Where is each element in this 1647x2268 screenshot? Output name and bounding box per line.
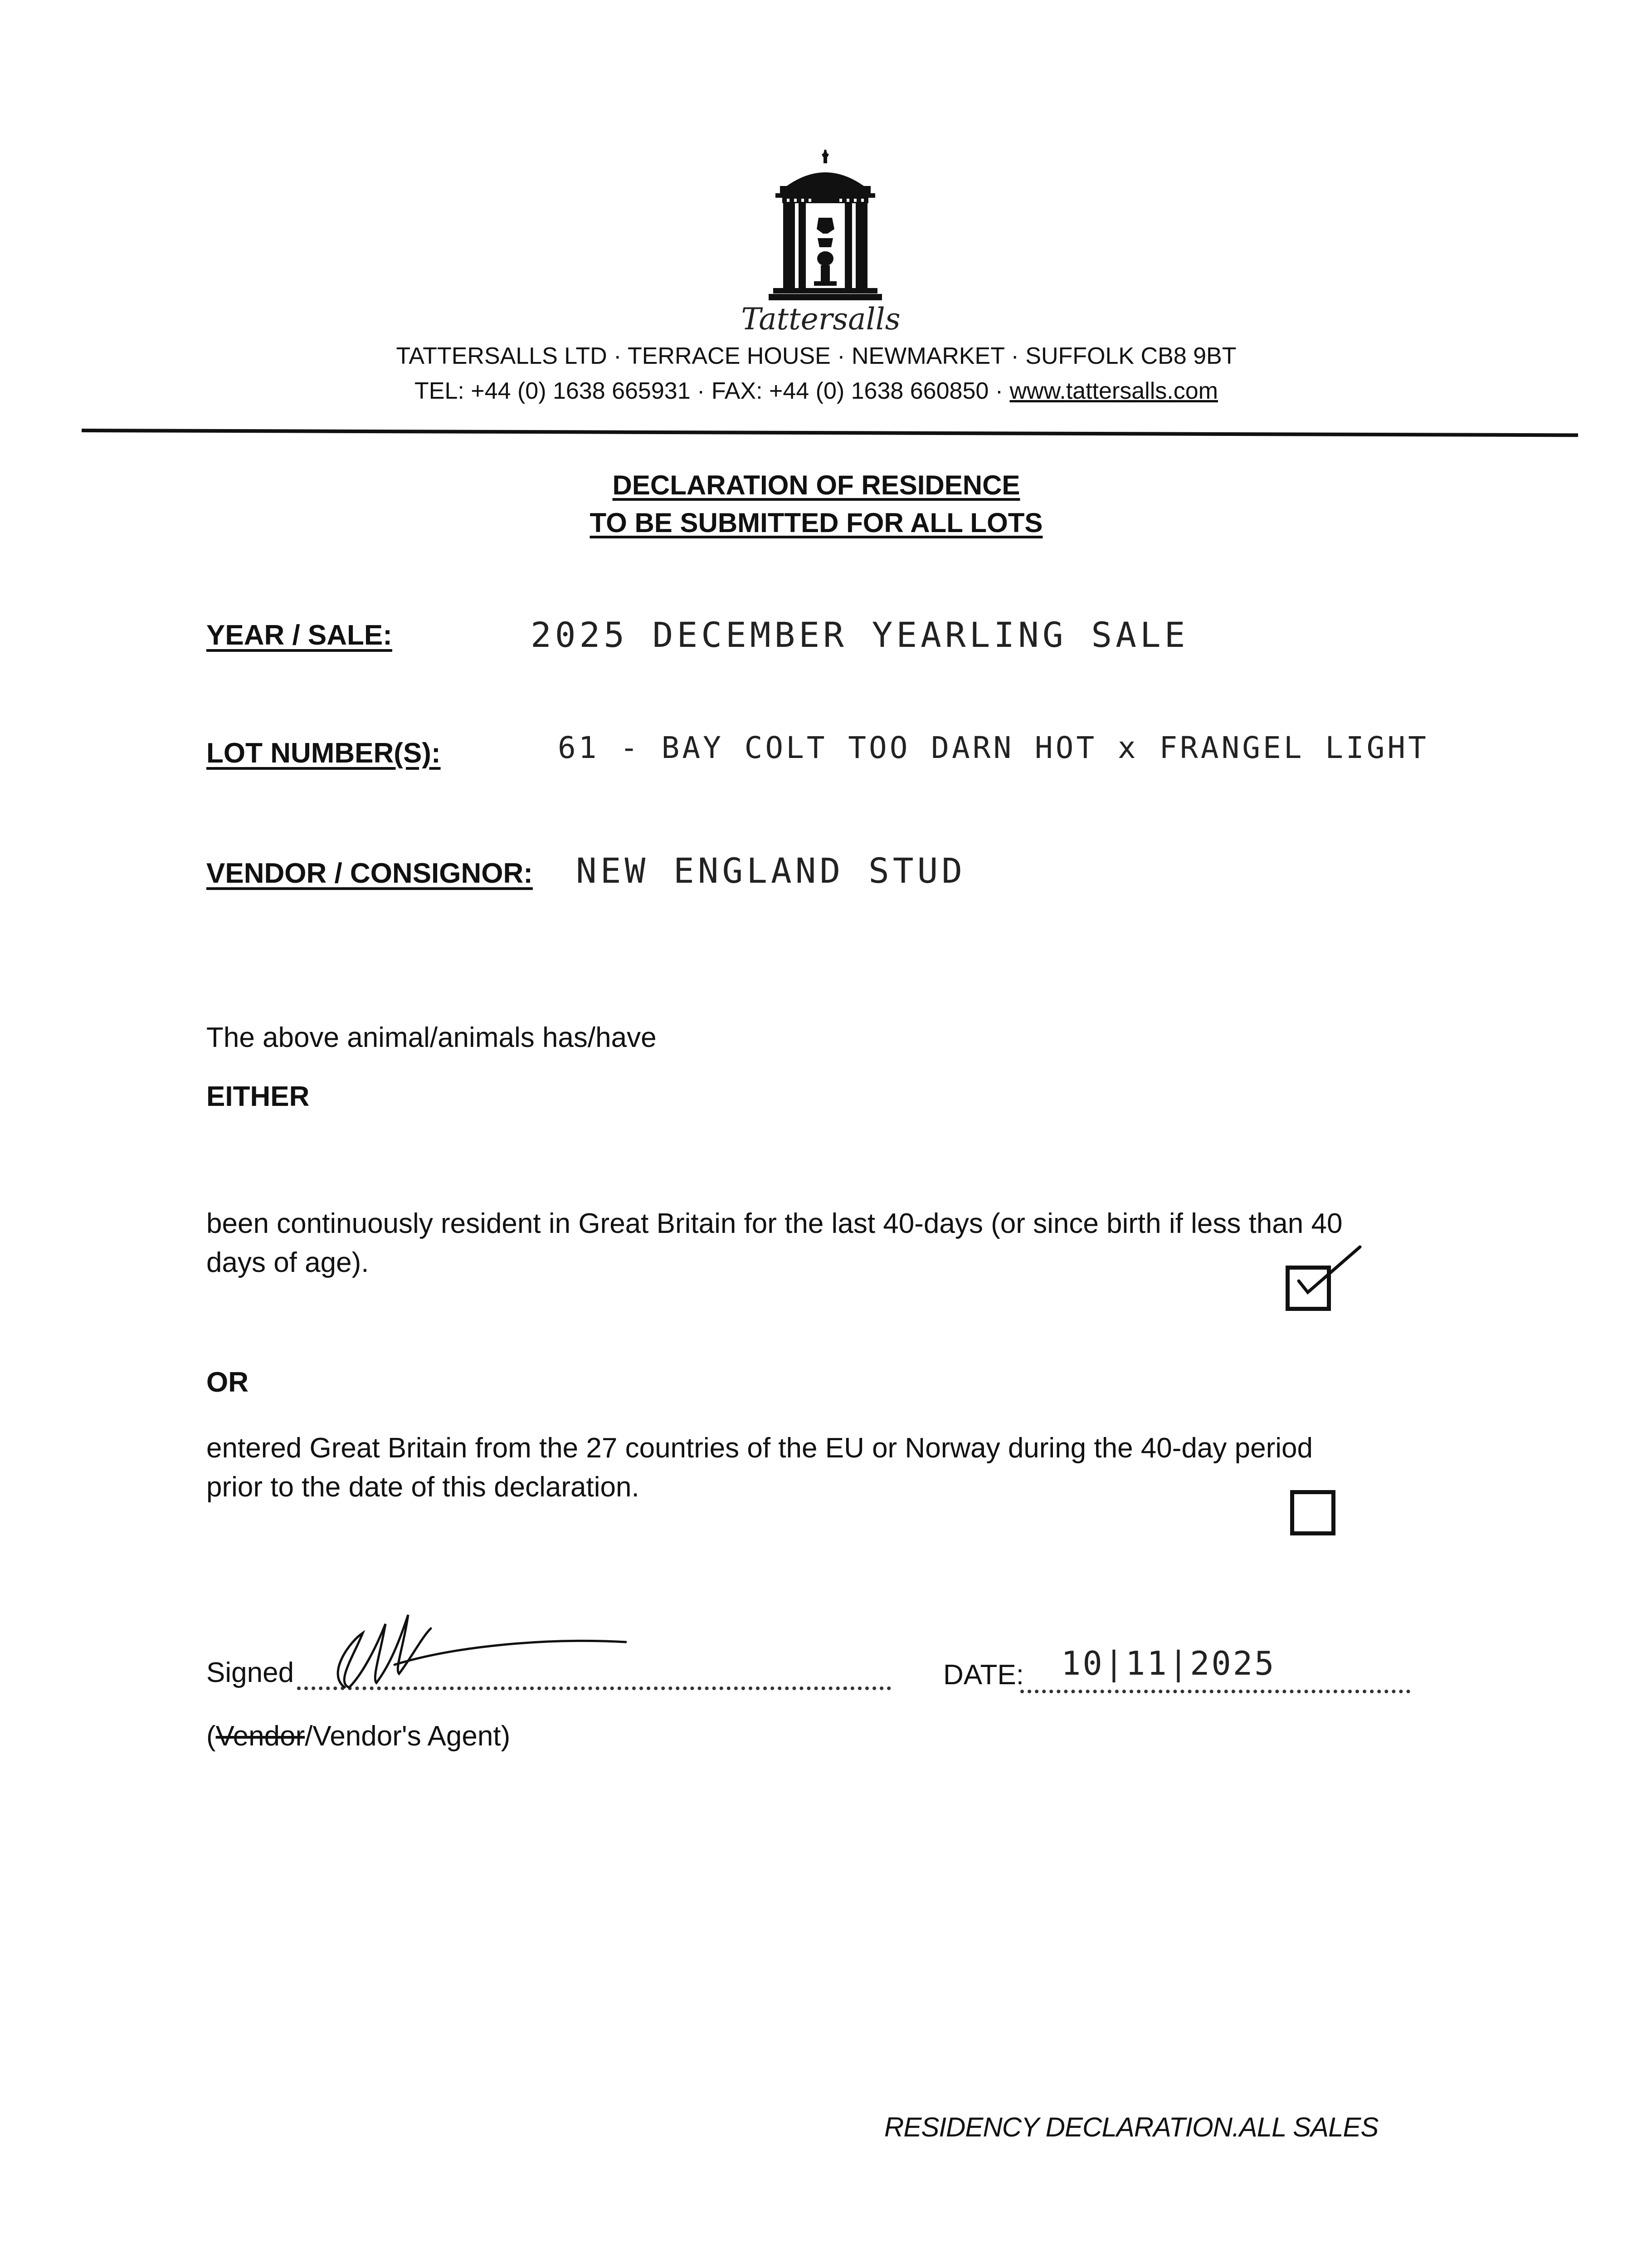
date-label: DATE: <box>943 1659 1024 1691</box>
signed-label: Signed <box>206 1657 294 1688</box>
option-2-line-1: entered Great Britain from the 27 countries of the EU or Norway during the 40-day period <box>206 1432 1313 1464</box>
intro-text: The above animal/animals has/have <box>206 1022 657 1053</box>
website-link[interactable]: www.tattersalls.com <box>1009 378 1218 404</box>
role-open: ( <box>206 1721 216 1752</box>
or-label: OR <box>206 1367 249 1398</box>
address-line: TATTERSALLS LTD · TERRACE HOUSE · NEWMARKET · SUFFOLK CB8 9BT <box>396 343 1237 369</box>
option-1-line-1: been continuously resident in Great Britain for the last 40-days (or since birth if less than 40 <box>206 1208 1343 1239</box>
option-1-checkbox[interactable] <box>1286 1266 1331 1311</box>
year-sale-value: 2025 DECEMBER YEARLING SALE <box>531 615 1189 655</box>
checkmark-icon <box>1285 1245 1367 1313</box>
footer-text: RESIDENCY DECLARATION.ALL SALES <box>884 2112 1379 2142</box>
option-2-line-2: prior to the date of this declaration. <box>206 1471 639 1503</box>
contact-numbers: TEL: +44 (0) 1638 665931 · FAX: +44 (0) 1638 660850 · <box>414 378 1004 404</box>
lot-number-value: 61 - BAY COLT TOO DARN HOT x FRANGEL LIGHT <box>558 730 1429 765</box>
contact-line <box>227 377 1406 405</box>
brand-name: Tattersalls <box>741 302 901 337</box>
date-line[interactable] <box>1020 1690 1410 1693</box>
role-vendor-agent: /Vendor's Agent) <box>305 1721 511 1752</box>
signatory-role <box>206 1717 510 1756</box>
tattersalls-logo <box>755 150 896 302</box>
vendor-consignor-value: NEW ENGLAND STUD <box>576 850 966 891</box>
form-subtitle: TO BE SUBMITTED FOR ALL LOTS <box>590 508 1043 538</box>
option-1-line-2: days of age). <box>206 1247 369 1278</box>
vendor-consignor-label: VENDOR / CONSIGNOR: <box>206 858 533 889</box>
option-2-checkbox[interactable] <box>1290 1490 1335 1535</box>
form-title: DECLARATION OF RESIDENCE <box>612 470 1020 500</box>
date-value: 10|11|2025 <box>1061 1644 1276 1682</box>
lot-number-label: LOT NUMBER(S): <box>206 738 441 769</box>
signature-scribble <box>317 1606 635 1701</box>
role-vendor-struck: Vendor <box>215 1721 305 1752</box>
either-label: EITHER <box>206 1081 310 1112</box>
year-sale-label: YEAR / SALE: <box>206 620 392 651</box>
header-divider <box>82 429 1578 437</box>
